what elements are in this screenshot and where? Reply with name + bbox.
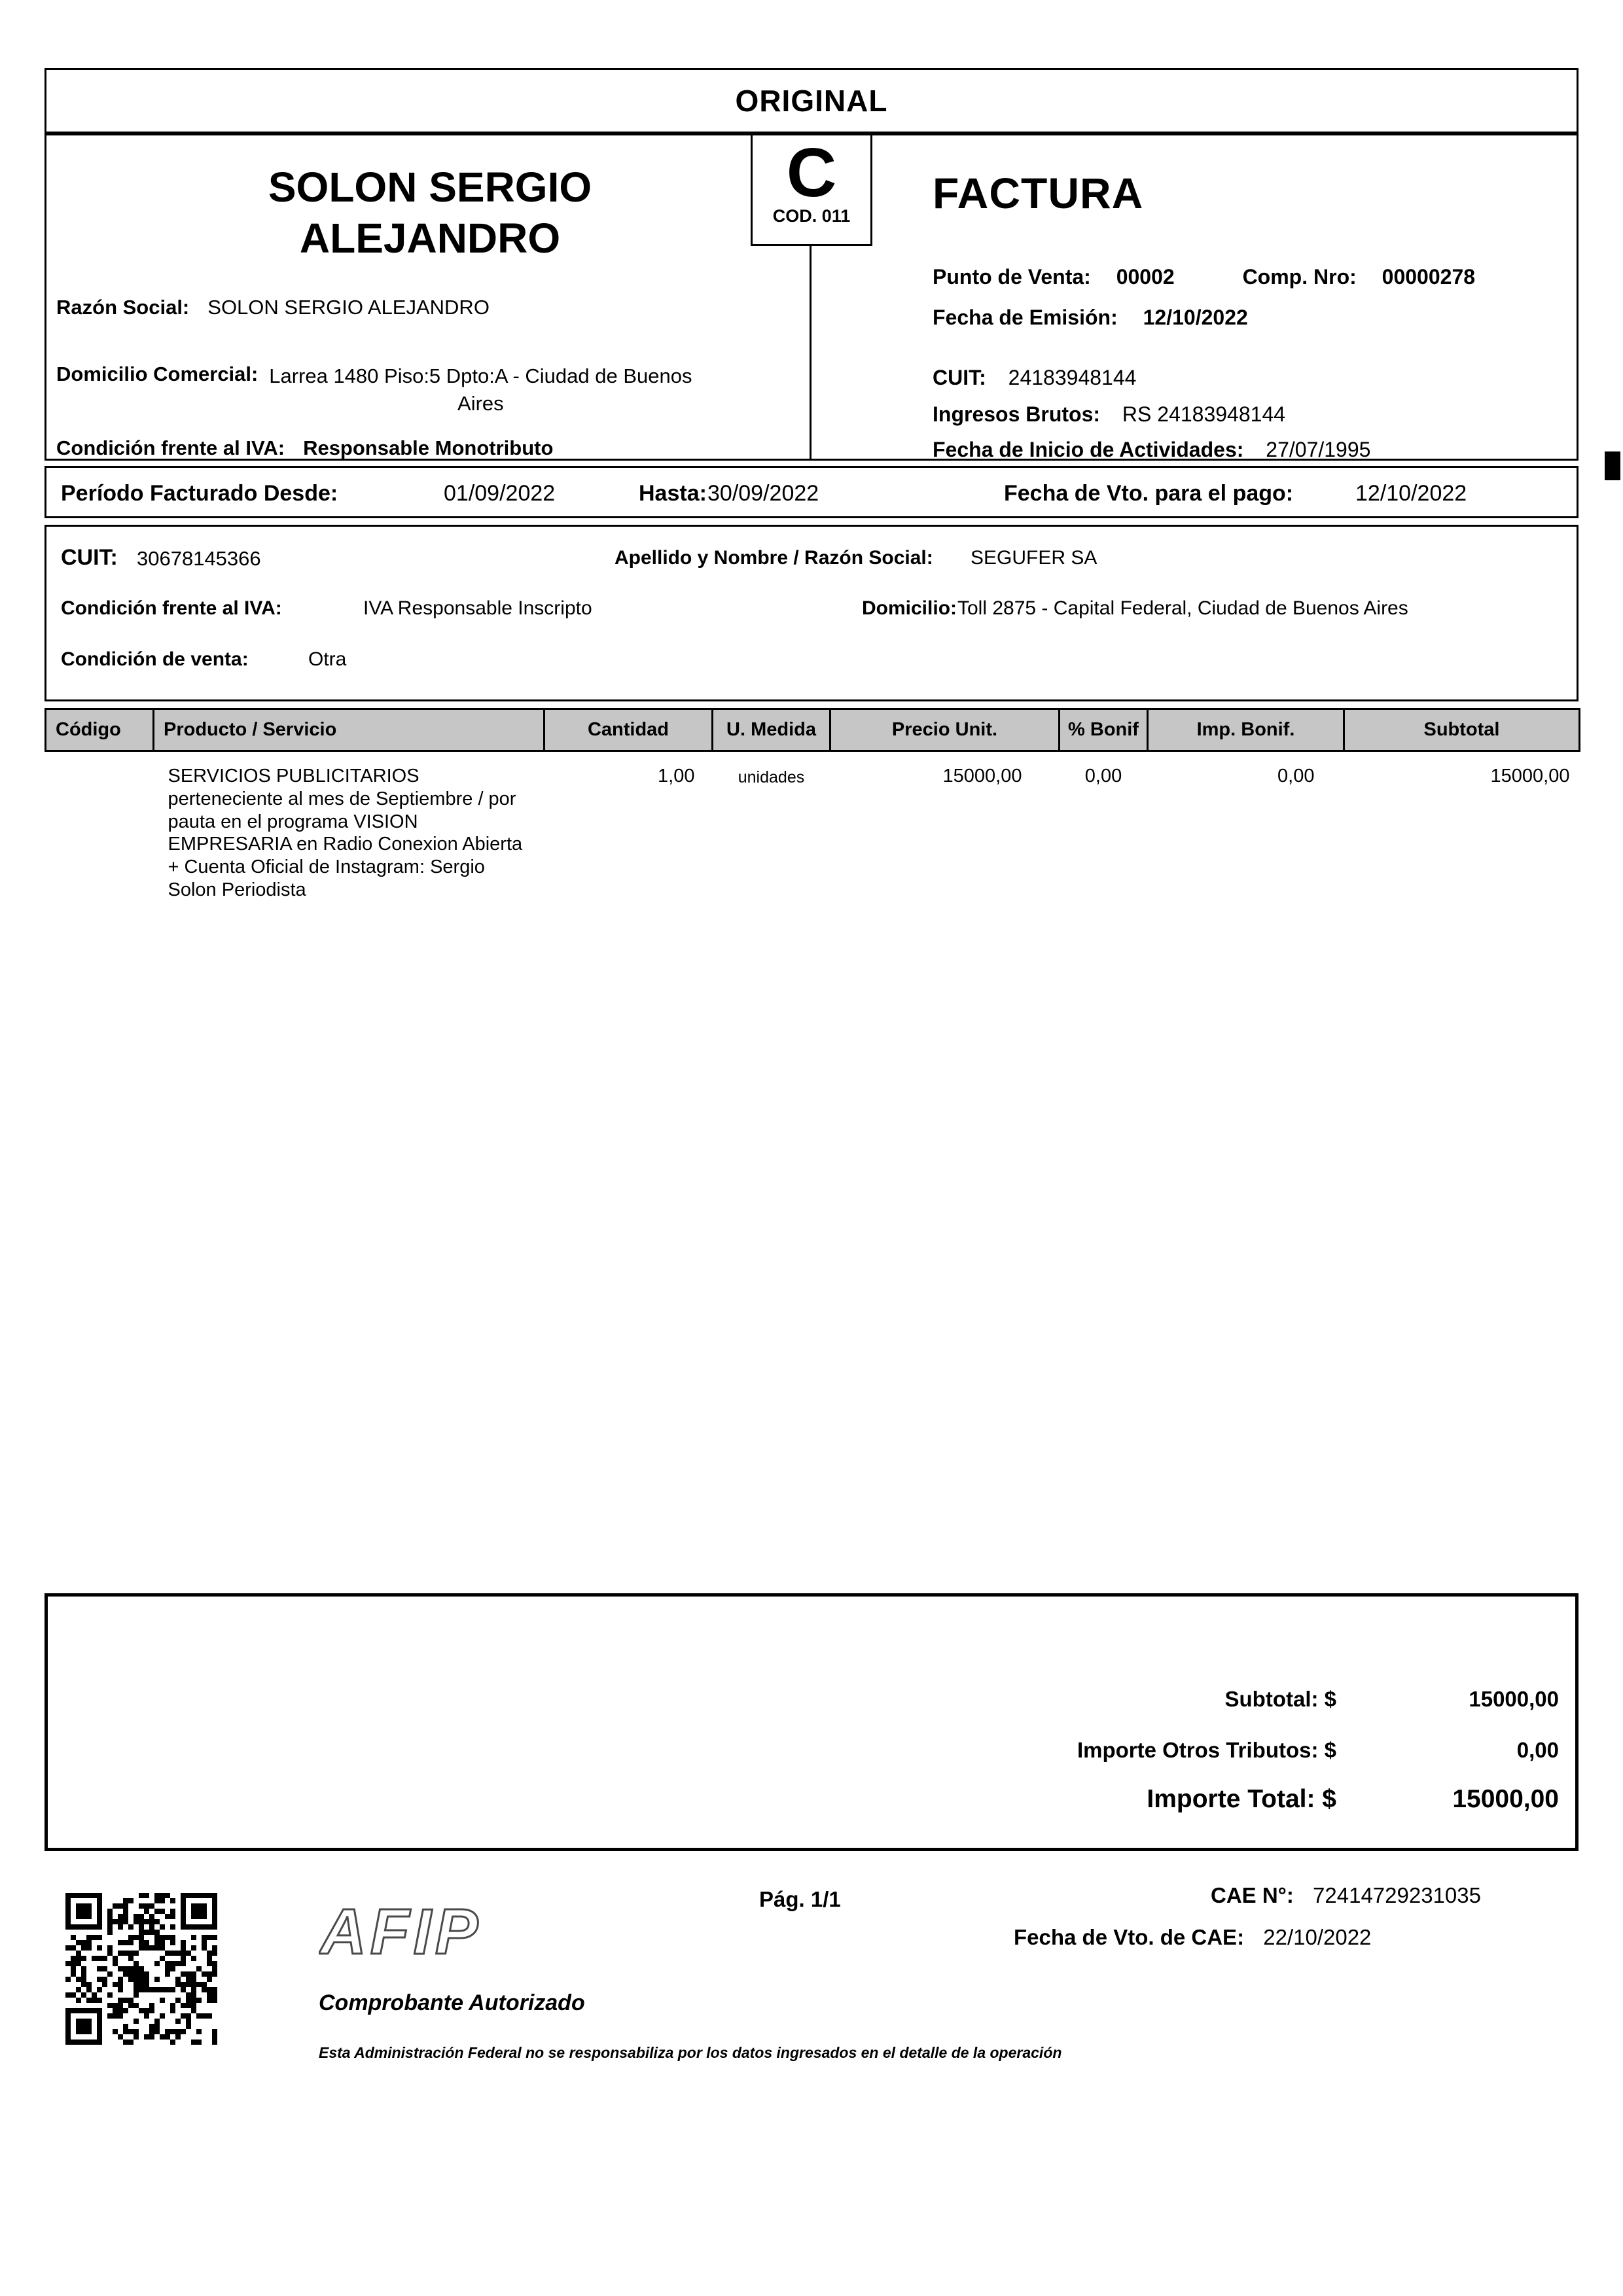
otros-tributos-value: 0,00 xyxy=(1516,1738,1559,1762)
seller-iva-value: Responsable Monotributo xyxy=(303,436,554,459)
subtotal-label: Subtotal: $ xyxy=(1224,1687,1336,1711)
cell-precio-unit: 15000,00 xyxy=(942,766,1022,786)
qr-code-icon xyxy=(65,1893,217,2045)
column-header-subtotal: Subtotal xyxy=(1344,709,1580,751)
cell-producto: SERVICIOS PUBLICITARIOS perteneciente al mes de Septiembre / por pauta en el programa VISION EMPRESARIA en Radio Conexion Abierta + Cuenta Oficial de Instagram: Sergio Solon Periodista xyxy=(168,766,523,900)
customer-cuit-value: 30678145366 xyxy=(137,547,261,570)
cell-codigo xyxy=(46,751,154,902)
subtotal-value: 15000,00 xyxy=(1469,1687,1559,1711)
seller-razon-social-value: SOLON SERGIO ALEJANDRO xyxy=(207,296,490,319)
otros-tributos-line xyxy=(1077,1738,1559,1763)
seller-razon-social-label: Razón Social: xyxy=(56,296,190,319)
table-row xyxy=(46,751,1580,902)
copy-type-bar xyxy=(45,68,1578,133)
customer-cuit-label: CUIT: xyxy=(61,545,118,570)
afip-logo xyxy=(319,1898,554,1969)
punto-venta-value: 00002 xyxy=(1116,265,1175,289)
fecha-emision-line xyxy=(933,306,1248,330)
page-number: Pág. 1/1 xyxy=(759,1887,841,1911)
importe-total-label: Importe Total: $ xyxy=(1147,1785,1336,1813)
column-header-producto: Producto / Servicio xyxy=(154,709,544,751)
invoice-header xyxy=(45,133,1578,461)
totals-box xyxy=(45,1593,1578,1851)
cae-value: 72414729231035 xyxy=(1313,1883,1481,1907)
inicio-actividades-label: Fecha de Inicio de Actividades: xyxy=(933,438,1244,461)
condicion-venta-label: Condición de venta: xyxy=(61,648,249,670)
fecha-emision-value: 12/10/2022 xyxy=(1143,306,1248,329)
column-header-umedida: U. Medida xyxy=(713,709,830,751)
cae-vto-label: Fecha de Vto. de CAE: xyxy=(1014,1925,1245,1949)
period-box xyxy=(45,466,1578,518)
cae-line xyxy=(1211,1883,1481,1908)
cell-cantidad: 1,00 xyxy=(658,766,695,786)
period-hasta-value: 30/09/2022 xyxy=(707,481,819,506)
invoice-info-box xyxy=(810,133,1578,461)
cae-vto-line xyxy=(1014,1925,1371,1950)
cell-subtotal: 15000,00 xyxy=(1490,766,1570,786)
customer-box xyxy=(45,525,1578,701)
customer-domicilio-label: Domicilio: xyxy=(862,597,957,619)
column-header-cantidad: Cantidad xyxy=(544,709,713,751)
period-vto-value: 12/10/2022 xyxy=(1355,481,1467,506)
afip-logo-text: AFIP xyxy=(320,1898,482,1968)
column-header-precio-unit: Precio Unit. xyxy=(830,709,1060,751)
seller-domicilio-line xyxy=(56,362,696,417)
importe-total-value: 15000,00 xyxy=(1452,1785,1559,1813)
seller-iva-line xyxy=(56,436,553,460)
invoice-letter-code: COD. 011 xyxy=(772,206,851,226)
seller-iva-label: Condición frente al IVA: xyxy=(56,436,285,459)
customer-iva-label: Condición frente al IVA: xyxy=(61,597,282,619)
customer-nombre-value: SEGUFER SA xyxy=(971,547,1097,569)
seller-domicilio-value: Larrea 1480 Piso:5 Dpto:A - Ciudad de Buenos Aires xyxy=(269,364,692,415)
customer-domicilio-value: Toll 2875 - Capital Federal, Ciudad de Buenos Aires xyxy=(957,597,1408,619)
seller-razon-social-line xyxy=(56,296,490,319)
cell-umedida: unidades xyxy=(738,768,805,786)
copy-type-label: ORIGINAL xyxy=(735,84,888,118)
period-vto-label: Fecha de Vto. para el pago: xyxy=(1004,481,1294,506)
punto-venta-label: Punto de Venta: xyxy=(933,265,1091,289)
column-header-bonif-pct: % Bonif xyxy=(1060,709,1148,751)
customer-nombre-label: Apellido y Nombre / Razón Social: xyxy=(615,547,933,569)
items-table-header-row xyxy=(46,709,1580,751)
cae-vto-value: 22/10/2022 xyxy=(1263,1925,1372,1949)
period-hasta-label: Hasta: xyxy=(639,481,707,506)
comp-nro-label: Comp. Nro: xyxy=(1242,265,1357,289)
ingresos-brutos-label: Ingresos Brutos: xyxy=(933,402,1101,426)
afip-disclaimer: Esta Administración Federal no se responsabiliza por los datos ingresados en el detalle de la operación xyxy=(319,2044,1062,2061)
seller-domicilio-label: Domicilio Comercial: xyxy=(56,362,259,385)
condicion-venta-value: Otra xyxy=(308,648,347,670)
seller-box xyxy=(45,133,812,461)
period-desde-label: Período Facturado Desde: xyxy=(61,481,338,506)
items-table xyxy=(45,708,1580,902)
page-marker xyxy=(1605,451,1620,480)
ingresos-brutos-line xyxy=(933,402,1285,427)
importe-total-line xyxy=(1147,1785,1559,1814)
customer-iva-value: IVA Responsable Inscripto xyxy=(363,597,592,619)
punto-venta-line xyxy=(933,265,1475,289)
inicio-actividades-value: 27/07/1995 xyxy=(1266,438,1371,461)
ingresos-brutos-value: RS 24183948144 xyxy=(1122,402,1286,426)
seller-cuit-value: 24183948144 xyxy=(1008,366,1137,389)
seller-cuit-label: CUIT: xyxy=(933,366,986,389)
period-desde-value: 01/09/2022 xyxy=(444,481,556,506)
invoice-title: FACTURA xyxy=(933,169,1144,217)
column-header-imp-bonif: Imp. Bonif. xyxy=(1148,709,1344,751)
invoice-letter-box xyxy=(751,133,872,246)
comp-nro-value: 00000278 xyxy=(1382,265,1476,289)
comprobante-autorizado-label: Comprobante Autorizado xyxy=(319,1990,585,2015)
column-header-codigo: Código xyxy=(46,709,154,751)
cell-bonif-pct: 0,00 xyxy=(1084,766,1122,786)
fecha-emision-label: Fecha de Emisión: xyxy=(933,306,1118,329)
otros-tributos-label: Importe Otros Tributos: $ xyxy=(1077,1738,1336,1762)
seller-cuit-line xyxy=(933,366,1136,390)
inicio-actividades-line xyxy=(933,438,1370,462)
invoice-letter: C xyxy=(786,134,837,211)
cell-imp-bonif: 0,00 xyxy=(1277,766,1315,786)
subtotal-line xyxy=(1225,1687,1560,1712)
seller-name: SOLON SERGIO ALEJANDRO xyxy=(268,164,592,262)
cae-label: CAE N°: xyxy=(1211,1883,1294,1907)
